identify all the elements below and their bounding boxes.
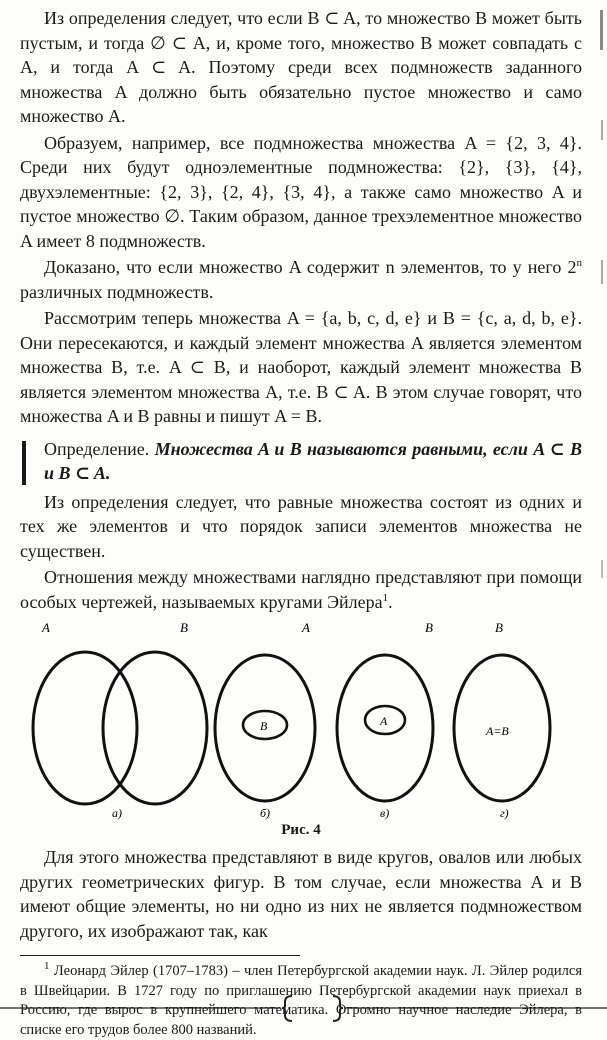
label-c-A-inner: A <box>380 714 388 728</box>
paragraph-6 <box>20 565 582 614</box>
definition-lead: Определение. <box>44 438 155 459</box>
paragraph-1: Из определения следует, что если B ⊂ A, то множество B может быть пустым, и тогда ∅ ⊂ A, и, кроме того, множество B может совпадать с A, и тогда A ⊂ A. Поэтому среди всех подмножеств заданного множества A должно быть обязательно пустое множество и само множество A. <box>20 8 582 126</box>
sub-b: б) <box>260 806 271 820</box>
paragraph-6-text: Отношения между множествами наглядно представляют при помощи особых чертежей, называемых кругами Эйлера <box>20 567 582 612</box>
definition-block <box>20 437 582 486</box>
page-bottom-ornament <box>0 990 607 1030</box>
ellipse-a-A <box>33 652 137 804</box>
footnote-text: Леонард Эйлер (1707–1783) – член Петербургской академии наук. Л. Эйлер родился в Швейцарии. В 1727 году по приглашению Петербургской академии наук приехал в Россию, где вырос в крупнейшего математика. Огромно научное наследие Эйлера, в списке его трудов более 800 названий. <box>20 963 582 1038</box>
euler-figure <box>20 620 587 820</box>
paragraph-4: Рассмотрим теперь множества A = {a, b, c, d, e} и B = {c, a, d, b, e}. Они пересекаются, и каждый элемент множества A является элементом множества B, т.е. A ⊂ B, и наоборот, каждый элемент множества B является элементом множества A, т.е. B ⊂ A. В этом случае говорят, что множества A и B равны и пишут A = B. <box>20 308 582 426</box>
diagram-a <box>33 620 207 820</box>
definition-bar <box>22 441 26 485</box>
label-d-B: B <box>495 620 503 635</box>
sub-a: а) <box>112 806 122 820</box>
label-b-A: A <box>302 620 310 635</box>
label-a-B: B <box>180 620 188 635</box>
paragraph-3 <box>20 255 582 304</box>
ellipse-a-B <box>103 652 207 804</box>
paragraph-5: Из определения следует, что равные множества состоят из одних и тех же элементов и что порядок записи элементов множества не существен. <box>20 491 582 561</box>
label-c-B: B <box>425 620 433 635</box>
definition-text: Множества A и B называются равными, если A ⊂ B и B ⊂ A. <box>44 438 582 483</box>
paragraph-7: Для этого множества представляют в виде кругов, овалов или любых других геометрических фигур. В том случае, если множества A и B имеют общие элементы, но ни одно из них не является подмножеством другого, их изображают так, как <box>20 847 582 941</box>
sub-c: в) <box>380 806 390 820</box>
paragraph-3-exponent: n <box>576 257 582 269</box>
paragraph-3-end: различных подмножеств. <box>20 281 214 302</box>
page-edge-mark <box>597 0 607 1028</box>
label-d-AB: A=B <box>486 724 509 738</box>
label-b-B-inner: B <box>260 719 268 733</box>
paragraph-2: Образуем, например, все подмножества множества A = {2, 3, 4}. Среди них будут одноэлементные подмножества: {2}, {3}, {4}, двухэлементные: {2, 3}, {2, 4}, {3, 4}, а также само множество A и пустое множество ∅. Таким образом, данное трехэлементное множество A имеет 8 подмножеств. <box>20 132 582 251</box>
footnote-rule <box>20 955 300 956</box>
page-content <box>20 6 582 1040</box>
footnote-mark: 1 <box>44 960 50 973</box>
diagram-b <box>215 620 315 820</box>
diagram-d <box>454 620 550 820</box>
label-a-A: A <box>42 620 50 635</box>
footnote-ref: 1 <box>382 591 389 604</box>
euler-diagrams <box>20 620 587 820</box>
paragraph-6-end: . <box>388 591 393 612</box>
paragraph-3-start: Доказано, что если множество A содержит n элементов, то у него 2 <box>44 257 577 277</box>
sub-d: г) <box>500 806 509 820</box>
ellipse-c-B <box>337 655 433 801</box>
figure-caption: Рис. 4 <box>281 822 321 838</box>
diagram-c <box>337 620 433 820</box>
